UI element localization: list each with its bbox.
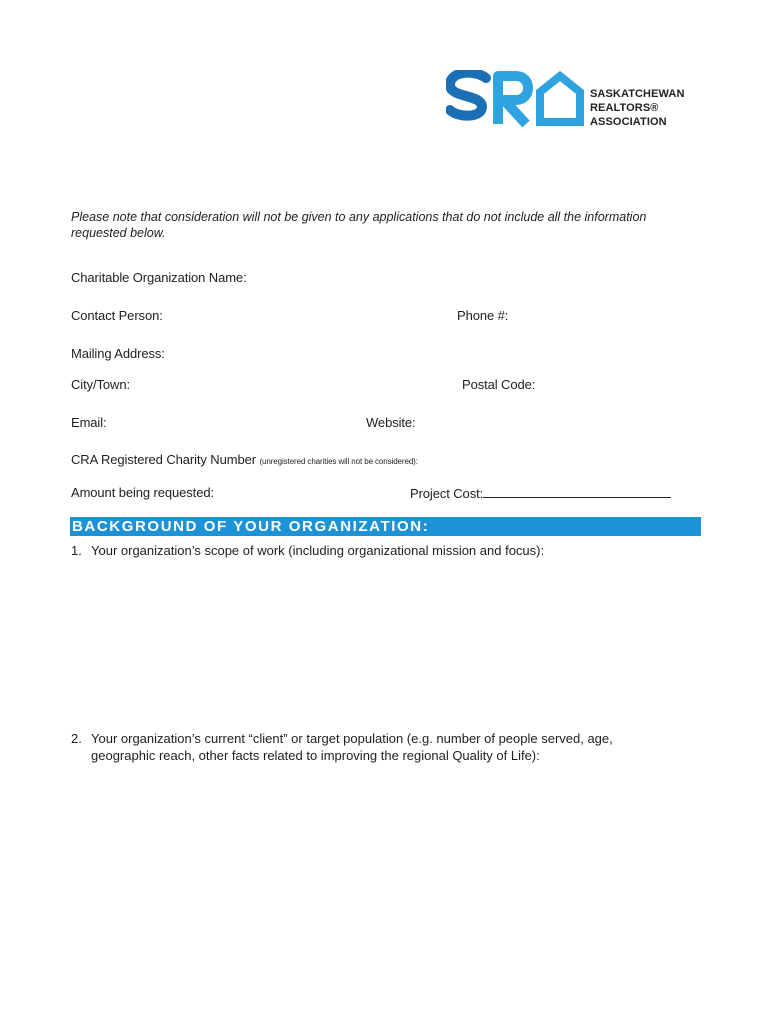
- project-cost-row: [410, 485, 671, 501]
- logo-line-1: SASKATCHEWAN: [590, 88, 685, 100]
- project-cost-line: [483, 485, 671, 498]
- cra-number-label: CRA Registered Charity Number: [71, 452, 256, 467]
- website-label: Website:: [366, 415, 416, 430]
- sra-logo: [446, 70, 706, 130]
- amount-label: Amount being requested:: [71, 485, 214, 500]
- question-text: Your organization’s current “client” or target population (e.g. number of people served, age, geographic reach, other facts related to improving the regional Quality of Life):: [91, 731, 613, 763]
- question-text: Your organization’s scope of work (including organizational mission and focus):: [91, 543, 545, 558]
- section-title: BACKGROUND OF YOUR ORGANIZATION:: [72, 518, 430, 535]
- charity-name-label: Charitable Organization Name:: [71, 270, 247, 285]
- section-header: [70, 517, 701, 536]
- question-number: 1.: [71, 543, 82, 558]
- question-2: [71, 730, 661, 770]
- logo-line-3: ASSOCIATION: [590, 116, 667, 128]
- contact-person-label: Contact Person:: [71, 308, 163, 323]
- email-label: Email:: [71, 415, 107, 430]
- logo-line-2: REALTORS®: [590, 102, 659, 114]
- city-label: City/Town:: [71, 377, 130, 392]
- postal-code-label: Postal Code:: [462, 377, 536, 392]
- phone-label: Phone #:: [457, 308, 509, 323]
- cra-note: (unregistered charities will not be considered):: [259, 457, 418, 466]
- project-cost-label: Project Cost:: [410, 486, 484, 501]
- cra-number-row: [71, 452, 418, 467]
- instructions-note: Please note that consideration will not be given to any applications that do not include all the information requested below.: [71, 210, 647, 240]
- mailing-address-label: Mailing Address:: [71, 346, 165, 361]
- question-number: 2.: [71, 731, 82, 746]
- question-1: [71, 542, 661, 559]
- sra-logo-mark: [446, 70, 586, 130]
